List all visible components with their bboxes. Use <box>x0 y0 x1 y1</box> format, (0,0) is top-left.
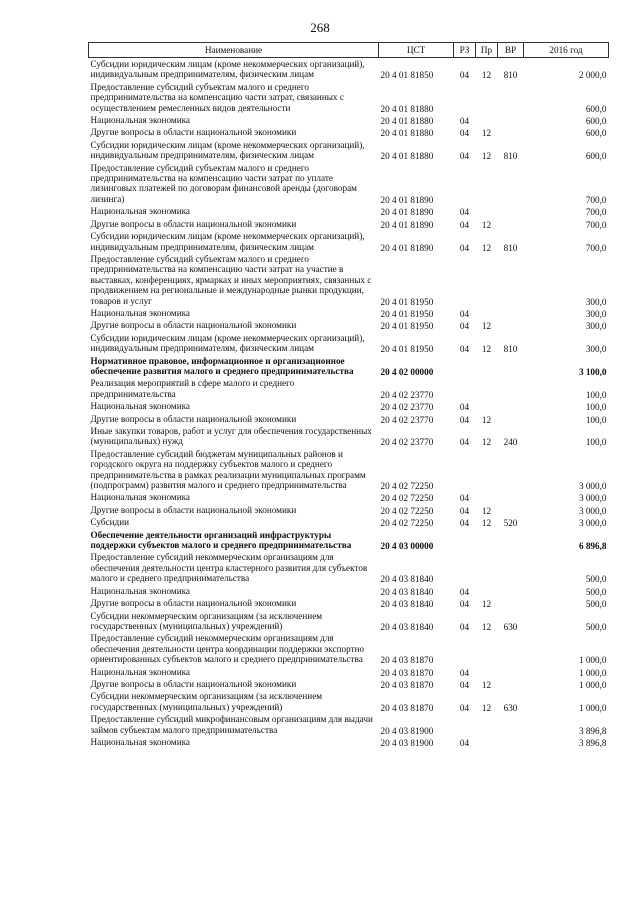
cell-vr <box>498 678 524 690</box>
cell-vr: 630 <box>503 702 518 713</box>
cell-rz <box>454 355 476 378</box>
cell-rz: 04 <box>459 219 470 230</box>
cell-pr <box>476 736 498 748</box>
cell-rz: 04 <box>459 667 470 678</box>
cell-name: Другие вопросы в области национальной экономики <box>90 320 297 331</box>
cell-vr <box>498 448 524 492</box>
header-year: 2016 год <box>524 43 609 58</box>
cell-cst: 20 4 02 72250 <box>380 518 434 529</box>
cell-rz: 04 <box>459 599 470 610</box>
cell-amount: 1 000,0 <box>578 655 607 666</box>
cell-rz: 04 <box>459 493 470 504</box>
table-row <box>89 529 609 552</box>
cell-amount: 600,0 <box>585 103 607 114</box>
table-row <box>89 58 609 81</box>
cell-pr <box>476 162 498 206</box>
cell-pr: 12 <box>481 321 492 332</box>
cell-name: Предоставление субсидий субъектам малого и среднего предпринимательства на компенсацию части затрат на участие в выставках, конференциях, ярмарках и иных мероприятиях, связанных с продвижением на региональные и международные рынки продукции, товаров и услуг <box>90 253 372 306</box>
cell-name: Предоставление субсидий субъектам малого и среднего предпринимательства на компенсацию части затрат по уплате лизинговых платежей по договорам финансовой аренды (договорам лизинга) <box>90 162 357 204</box>
cell-vr: 810 <box>503 151 518 162</box>
cell-vr <box>498 114 524 126</box>
cell-amount: 700,0 <box>585 242 607 253</box>
cell-vr <box>498 413 524 425</box>
cell-cst: 20 4 01 81950 <box>380 308 434 319</box>
cell-vr <box>498 713 524 736</box>
cell-name: Субсидии <box>90 517 130 528</box>
cell-cst: 20 4 01 81890 <box>380 242 434 253</box>
cell-pr: 12 <box>481 344 492 355</box>
cell-vr <box>498 551 524 584</box>
cell-amount: 100,0 <box>585 389 607 400</box>
cell-rz <box>454 377 476 400</box>
cell-cst: 20 4 03 81870 <box>380 655 434 666</box>
table-row <box>89 205 609 217</box>
cell-rz: 04 <box>459 679 470 690</box>
table-row <box>89 377 609 400</box>
cell-name: Национальная экономика <box>90 401 191 412</box>
cell-pr <box>476 355 498 378</box>
table-row <box>89 597 609 609</box>
cell-cst: 20 4 03 81840 <box>380 586 434 597</box>
cell-cst: 20 4 01 81880 <box>380 116 434 127</box>
cell-amount: 500,0 <box>585 599 607 610</box>
cell-name: Национальная экономика <box>90 492 191 503</box>
cell-vr <box>498 529 524 552</box>
table-row <box>89 448 609 492</box>
cell-rz <box>454 253 476 307</box>
table-row <box>89 632 609 665</box>
cell-rz: 04 <box>459 586 470 597</box>
cell-name: Субсидии юридическим лицам (кроме некоммерческих организаций), индивидуальным предпринимателям, физическим лицам <box>90 59 365 80</box>
cell-pr: 12 <box>481 505 492 516</box>
cell-vr <box>498 319 524 331</box>
table-row <box>89 413 609 425</box>
cell-vr <box>498 597 524 609</box>
header-pr: Пр <box>476 43 498 58</box>
cell-pr: 12 <box>481 437 492 448</box>
cell-vr <box>498 491 524 503</box>
cell-amount: 100,0 <box>585 414 607 425</box>
cell-amount: 600,0 <box>585 116 607 127</box>
table-row <box>89 126 609 138</box>
table-row <box>89 713 609 736</box>
cell-amount: 3 000,0 <box>578 518 607 529</box>
cell-name: Национальная экономика <box>90 206 191 217</box>
cell-cst: 20 4 01 81950 <box>380 296 434 307</box>
table-row <box>89 162 609 206</box>
table-row <box>89 504 609 516</box>
cell-cst: 20 4 03 81840 <box>380 574 434 585</box>
cell-vr <box>498 205 524 217</box>
table-row <box>89 139 609 162</box>
cell-amount: 700,0 <box>585 207 607 218</box>
cell-rz: 04 <box>459 70 470 81</box>
cell-cst: 20 4 01 81880 <box>380 103 434 114</box>
cell-pr: 12 <box>481 599 492 610</box>
cell-vr <box>498 666 524 678</box>
cell-vr <box>498 162 524 206</box>
cell-cst: 20 4 03 81870 <box>380 679 434 690</box>
header-rz: РЗ <box>454 43 476 58</box>
cell-amount: 3 000,0 <box>578 505 607 516</box>
cell-vr: 810 <box>503 70 518 81</box>
cell-name: Другие вопросы в области национальной экономики <box>90 504 297 515</box>
cell-vr <box>498 253 524 307</box>
cell-pr: 12 <box>481 414 492 425</box>
cell-vr <box>498 81 524 114</box>
cell-pr <box>476 585 498 597</box>
table-row <box>89 736 609 748</box>
cell-cst: 20 4 03 81900 <box>380 737 434 748</box>
cell-cst: 20 4 01 81880 <box>380 151 434 162</box>
cell-vr <box>498 400 524 412</box>
table-row <box>89 678 609 690</box>
cell-cst: 20 4 01 81890 <box>380 207 434 218</box>
cell-vr <box>498 307 524 319</box>
table-row <box>89 218 609 230</box>
cell-name: Предоставление субсидий некоммерческим организациям для обеспечения деятельности центра кластерного развития для субъектов малого и среднего предпринимательства <box>90 552 368 584</box>
cell-name: Субсидии юридическим лицам (кроме некоммерческих организаций), индивидуальным предпринимателям, физическим лицам <box>90 231 365 252</box>
cell-cst: 20 4 02 23770 <box>380 389 434 400</box>
table-header-row <box>89 43 609 58</box>
cell-vr: 240 <box>503 437 518 448</box>
cell-pr <box>476 632 498 665</box>
cell-rz <box>454 162 476 206</box>
cell-name: Другие вопросы в области национальной экономики <box>90 678 297 689</box>
cell-pr <box>476 114 498 126</box>
cell-amount: 6 896,8 <box>578 541 607 552</box>
header-vr: ВР <box>498 43 524 58</box>
cell-vr <box>498 504 524 516</box>
cell-name: Предоставление субсидий некоммерческим организациям для обеспечения деятельности центра координации поддержки экспортно ориентированных субъектов малого и среднего предпринимательства <box>90 633 365 665</box>
cell-name: Субсидии некоммерческим организациям (за исключением государственных (муниципальных) учреждений) <box>90 691 323 712</box>
cell-name: Национальная экономика <box>90 115 191 126</box>
cell-amount: 3 896,8 <box>578 737 607 748</box>
cell-vr <box>498 218 524 230</box>
cell-name: Другие вопросы в области национальной экономики <box>90 413 297 424</box>
cell-rz: 04 <box>459 505 470 516</box>
table-row <box>89 491 609 503</box>
table-row <box>89 585 609 597</box>
cell-rz <box>454 632 476 665</box>
cell-pr <box>476 377 498 400</box>
cell-vr <box>498 126 524 138</box>
cell-pr <box>476 666 498 678</box>
cell-amount: 100,0 <box>585 437 607 448</box>
cell-pr <box>476 713 498 736</box>
cell-rz: 04 <box>459 308 470 319</box>
cell-pr <box>476 448 498 492</box>
cell-rz <box>454 713 476 736</box>
cell-rz: 04 <box>459 344 470 355</box>
cell-rz <box>454 551 476 584</box>
cell-pr <box>476 253 498 307</box>
cell-name: Реализация мероприятий в сфере малого и среднего предпринимательства <box>90 378 295 399</box>
cell-pr: 12 <box>481 242 492 253</box>
cell-cst: 20 4 02 72250 <box>380 493 434 504</box>
cell-rz: 04 <box>459 128 470 139</box>
cell-pr: 12 <box>481 518 492 529</box>
cell-cst: 20 4 01 81850 <box>380 70 434 81</box>
table-row <box>89 332 609 355</box>
cell-pr <box>476 529 498 552</box>
cell-cst: 20 4 01 81950 <box>380 344 434 355</box>
cell-name: Предоставление субсидий субъектам малого и среднего предпринимательства на компенсацию части затрат, связанных с осуществлением ремесленных видов деятельности <box>90 81 344 113</box>
cell-cst: 20 4 03 81840 <box>380 599 434 610</box>
cell-rz <box>454 448 476 492</box>
cell-name: Субсидии некоммерческим организациям (за исключением государственных (муниципальных) учреждений) <box>90 610 323 631</box>
header-cst: ЦСТ <box>379 43 454 58</box>
table-row <box>89 114 609 126</box>
cell-cst: 20 4 03 81900 <box>380 725 434 736</box>
cell-pr: 12 <box>481 621 492 632</box>
cell-amount: 2 000,0 <box>578 70 607 81</box>
cell-name: Субсидии юридическим лицам (кроме некоммерческих организаций), индивидуальным предпринимателям, физическим лицам <box>90 332 365 354</box>
cell-rz: 04 <box>459 518 470 529</box>
cell-name: Другие вопросы в области национальной экономики <box>90 218 297 229</box>
cell-amount: 700,0 <box>585 219 607 230</box>
cell-cst: 20 4 01 81890 <box>380 219 434 230</box>
cell-name: Субсидии юридическим лицам (кроме некоммерческих организаций), индивидуальным предпринимателям, физическим лицам <box>90 139 365 161</box>
table-row <box>89 81 609 114</box>
cell-name: Другие вопросы в области национальной экономики <box>90 127 297 138</box>
cell-amount: 300,0 <box>585 344 607 355</box>
cell-rz: 04 <box>459 242 470 253</box>
cell-rz <box>454 81 476 114</box>
cell-amount: 700,0 <box>585 194 607 205</box>
cell-rz: 04 <box>459 116 470 127</box>
cell-amount: 3 000,0 <box>578 481 607 492</box>
cell-cst: 20 4 02 23770 <box>380 414 434 425</box>
cell-amount: 3 000,0 <box>578 493 607 504</box>
cell-amount: 500,0 <box>585 574 607 585</box>
cell-vr: 810 <box>503 242 518 253</box>
cell-name: Предоставление субсидий микрофинансовым организациям для выдачи займов субъектам малого предпринимательства <box>90 714 373 735</box>
cell-rz <box>454 529 476 552</box>
cell-vr <box>498 736 524 748</box>
cell-vr <box>498 632 524 665</box>
table-row <box>89 400 609 412</box>
cell-cst: 20 4 03 00000 <box>380 541 434 552</box>
header-name: Наименование <box>89 43 379 58</box>
cell-name: Нормативное правовое, информационное и организационное обеспечение развития малого и среднего предпринимательства <box>90 355 354 376</box>
cell-pr: 12 <box>481 151 492 162</box>
table-row <box>89 253 609 307</box>
cell-pr: 12 <box>481 679 492 690</box>
cell-vr: 630 <box>503 621 518 632</box>
cell-rz: 04 <box>459 151 470 162</box>
table-row <box>89 610 609 633</box>
cell-cst: 20 4 02 23770 <box>380 437 434 448</box>
cell-cst: 20 4 01 81880 <box>380 128 434 139</box>
cell-name: Обеспечение деятельности организаций инфраструктуры поддержки субъектов малого и среднего предпринимательства <box>90 529 352 551</box>
cell-amount: 300,0 <box>585 296 607 307</box>
cell-amount: 600,0 <box>585 151 607 162</box>
cell-vr <box>498 585 524 597</box>
cell-pr: 12 <box>481 128 492 139</box>
cell-amount: 1 000,0 <box>578 679 607 690</box>
cell-name: Национальная экономика <box>90 307 191 318</box>
cell-amount: 1 000,0 <box>578 702 607 713</box>
table-row <box>89 516 609 528</box>
cell-rz: 04 <box>459 414 470 425</box>
cell-amount: 3 896,8 <box>578 725 607 736</box>
cell-amount: 300,0 <box>585 308 607 319</box>
table-row <box>89 307 609 319</box>
table-row <box>89 425 609 448</box>
table-row <box>89 666 609 678</box>
table-row <box>89 230 609 253</box>
cell-vr <box>498 355 524 378</box>
cell-cst: 20 4 02 00000 <box>380 366 434 377</box>
table-row <box>89 551 609 584</box>
cell-cst: 20 4 03 81870 <box>380 667 434 678</box>
table-row <box>89 319 609 331</box>
cell-name: Иные закупки товаров, работ и услуг для обеспечения государственных (муниципальных) нужд <box>90 426 372 447</box>
cell-pr: 12 <box>481 219 492 230</box>
cell-rz: 04 <box>459 621 470 632</box>
cell-vr: 810 <box>503 344 518 355</box>
cell-cst: 20 4 03 81870 <box>380 702 434 713</box>
table-body <box>89 58 609 749</box>
page-number: 268 <box>310 20 330 35</box>
cell-amount: 300,0 <box>585 321 607 332</box>
cell-rz: 04 <box>459 437 470 448</box>
cell-vr: 520 <box>503 518 518 529</box>
cell-name: Национальная экономика <box>90 736 191 747</box>
cell-name: Национальная экономика <box>90 585 191 596</box>
cell-name: Другие вопросы в области национальной экономики <box>90 598 297 609</box>
cell-amount: 1 000,0 <box>578 667 607 678</box>
cell-cst: 20 4 03 81840 <box>380 621 434 632</box>
cell-rz: 04 <box>459 402 470 413</box>
cell-pr <box>476 491 498 503</box>
cell-name: Предоставление субсидий бюджетам муниципальных районов и городского округа на поддержку субъектов малого и среднего предпринимательства в рамках реализации муниципальных программ (подпрограмм) развития малого и среднего предпринимательства <box>90 448 366 491</box>
cell-pr <box>476 81 498 114</box>
budget-table <box>88 42 609 748</box>
cell-amount: 3 100,0 <box>578 366 607 377</box>
cell-vr <box>498 377 524 400</box>
cell-cst: 20 4 02 72250 <box>380 505 434 516</box>
cell-rz: 04 <box>459 737 470 748</box>
cell-cst: 20 4 02 72250 <box>380 481 434 492</box>
cell-rz: 04 <box>459 702 470 713</box>
table-row <box>89 690 609 713</box>
cell-rz: 04 <box>459 321 470 332</box>
cell-pr <box>476 400 498 412</box>
table-row <box>89 355 609 378</box>
cell-name: Национальная экономика <box>90 666 191 677</box>
cell-amount: 500,0 <box>585 621 607 632</box>
cell-cst: 20 4 02 23770 <box>380 402 434 413</box>
cell-amount: 500,0 <box>585 586 607 597</box>
cell-cst: 20 4 01 81890 <box>380 194 434 205</box>
cell-amount: 600,0 <box>585 128 607 139</box>
cell-rz: 04 <box>459 207 470 218</box>
cell-amount: 100,0 <box>585 402 607 413</box>
cell-pr <box>476 205 498 217</box>
cell-cst: 20 4 01 81950 <box>380 321 434 332</box>
cell-pr <box>476 551 498 584</box>
cell-pr: 12 <box>481 702 492 713</box>
cell-pr <box>476 307 498 319</box>
cell-pr: 12 <box>481 70 492 81</box>
